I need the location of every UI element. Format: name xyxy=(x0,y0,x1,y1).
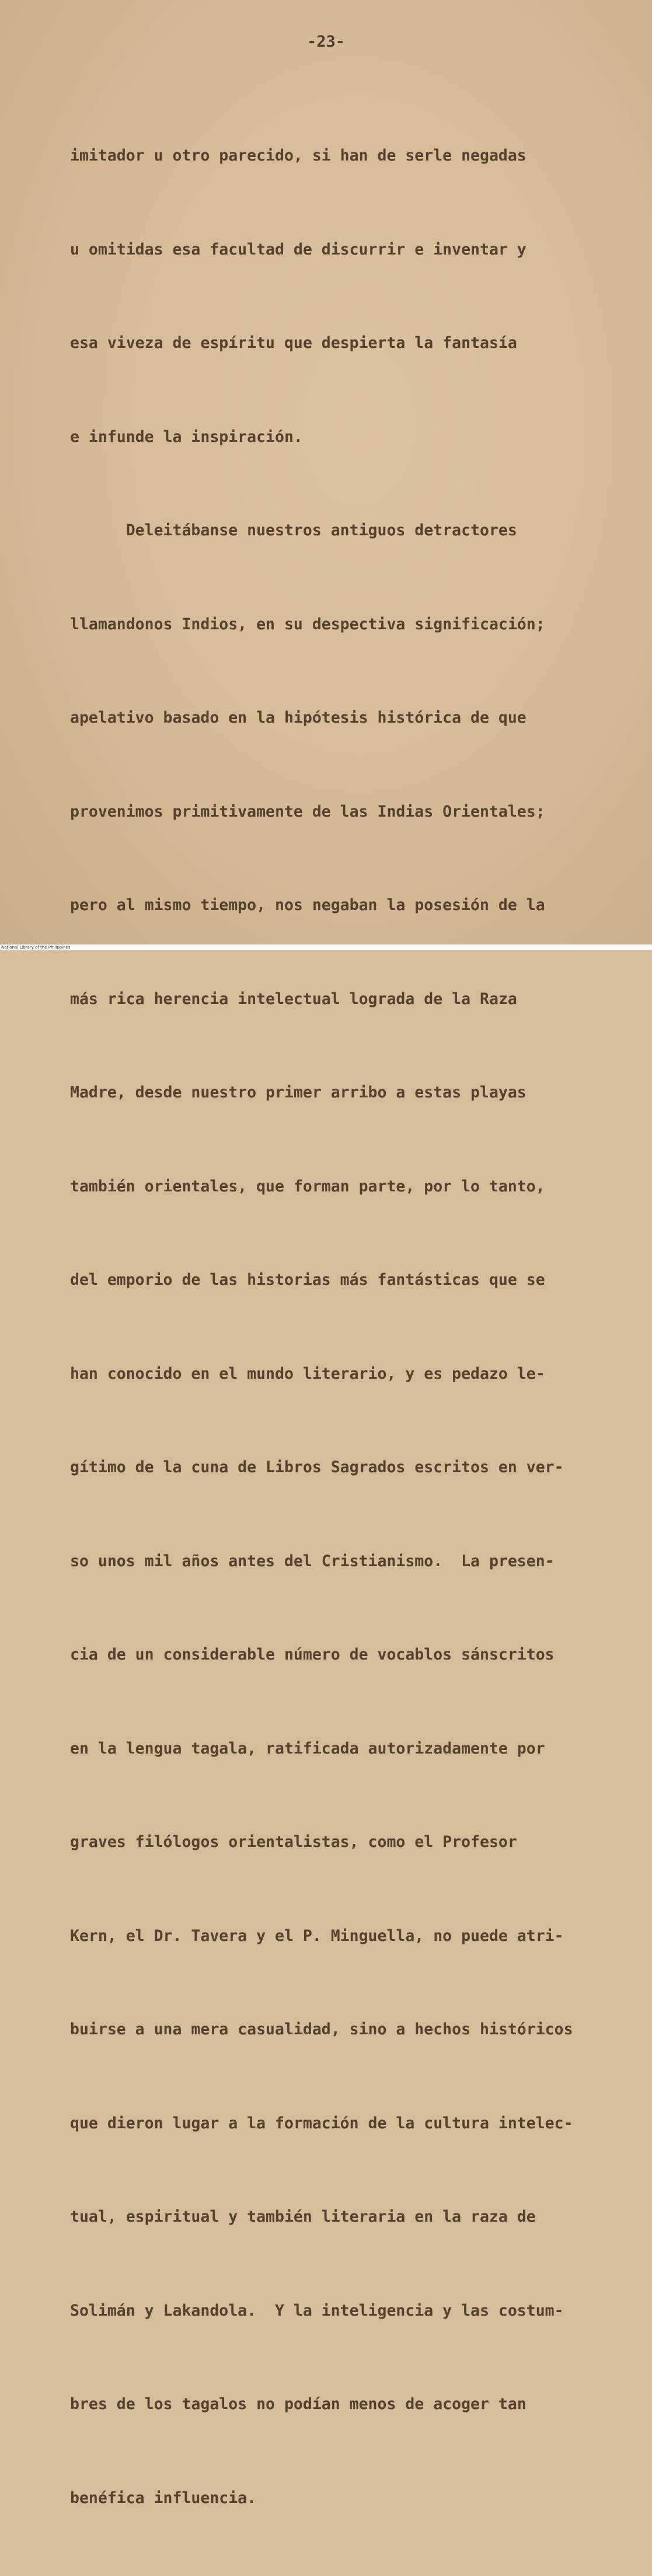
text-line: han conocido en el mundo literario, y es pedazo le- xyxy=(70,1364,545,1383)
text-line: también orientales, que forman parte, por lo tanto, xyxy=(70,1177,545,1195)
text-line: bres de los tagalos no podían menos de acoger tan xyxy=(70,2395,527,2413)
text-line: apelativo basado en la hipótesis histórica de que xyxy=(70,709,527,727)
text-line: Kern, el Dr. Tavera y el P. Minguella, no puede atri- xyxy=(70,1926,564,1945)
text-line: que dieron lugar a la formación de la cultura intelec- xyxy=(70,2114,573,2132)
footer-credit: National Library of the Philippines xyxy=(1,945,71,950)
text-line: llamandonos Indios, en su despectiva significación; xyxy=(70,615,545,633)
text-line: u omitidas esa facultad de discurrir e inventar y xyxy=(70,240,527,259)
text-line: del emporio de las historias más fantásticas que se xyxy=(70,1271,545,1289)
text-line: Madre, desde nuestro primer arribo a estas playas xyxy=(70,1083,527,1101)
text-line: esa viveza de espíritu que despierta la fantasía xyxy=(70,334,517,352)
body-text xyxy=(70,78,595,2576)
text-line: e infunde la inspiración. xyxy=(70,427,303,446)
text-line: en la lengua tagala, ratificada autorizadamente por xyxy=(70,1739,545,1758)
text-line: gítimo de la cuna de Libros Sagrados escritos en ver- xyxy=(70,1458,564,1476)
text-line: buirse a una mera casualidad, sino a hechos históricos xyxy=(70,2020,573,2038)
text-line: provenimos primitivamente de las Indias Orientales; xyxy=(70,802,545,821)
text-line: imitador u otro parecido, si han de serle negadas xyxy=(70,147,527,165)
text-line: benéfica influencia. xyxy=(70,2488,257,2507)
text-line: so unos mil años antes del Cristianismo. La presen- xyxy=(70,1552,555,1570)
text-line: Deleitábanse nuestros antiguos detractores xyxy=(70,521,517,539)
text-line: pero al mismo tiempo, nos negaban la posesión de la xyxy=(70,896,545,914)
footer-bar xyxy=(0,944,652,950)
text-line: cia de un considerable número de vocablos sánscritos xyxy=(70,1646,555,1664)
text-line: graves filólogos orientalistas, como el Profesor xyxy=(70,1833,517,1851)
text-line: tual, espiritual y también literaria en la raza de xyxy=(70,2208,536,2226)
page-number: -23- xyxy=(306,33,346,51)
text-line: más rica herencia intelectual lograda de la Raza xyxy=(70,989,517,1008)
text-line: Solimán y Lakandola. Y la inteligencia y las costum- xyxy=(70,2301,564,2320)
